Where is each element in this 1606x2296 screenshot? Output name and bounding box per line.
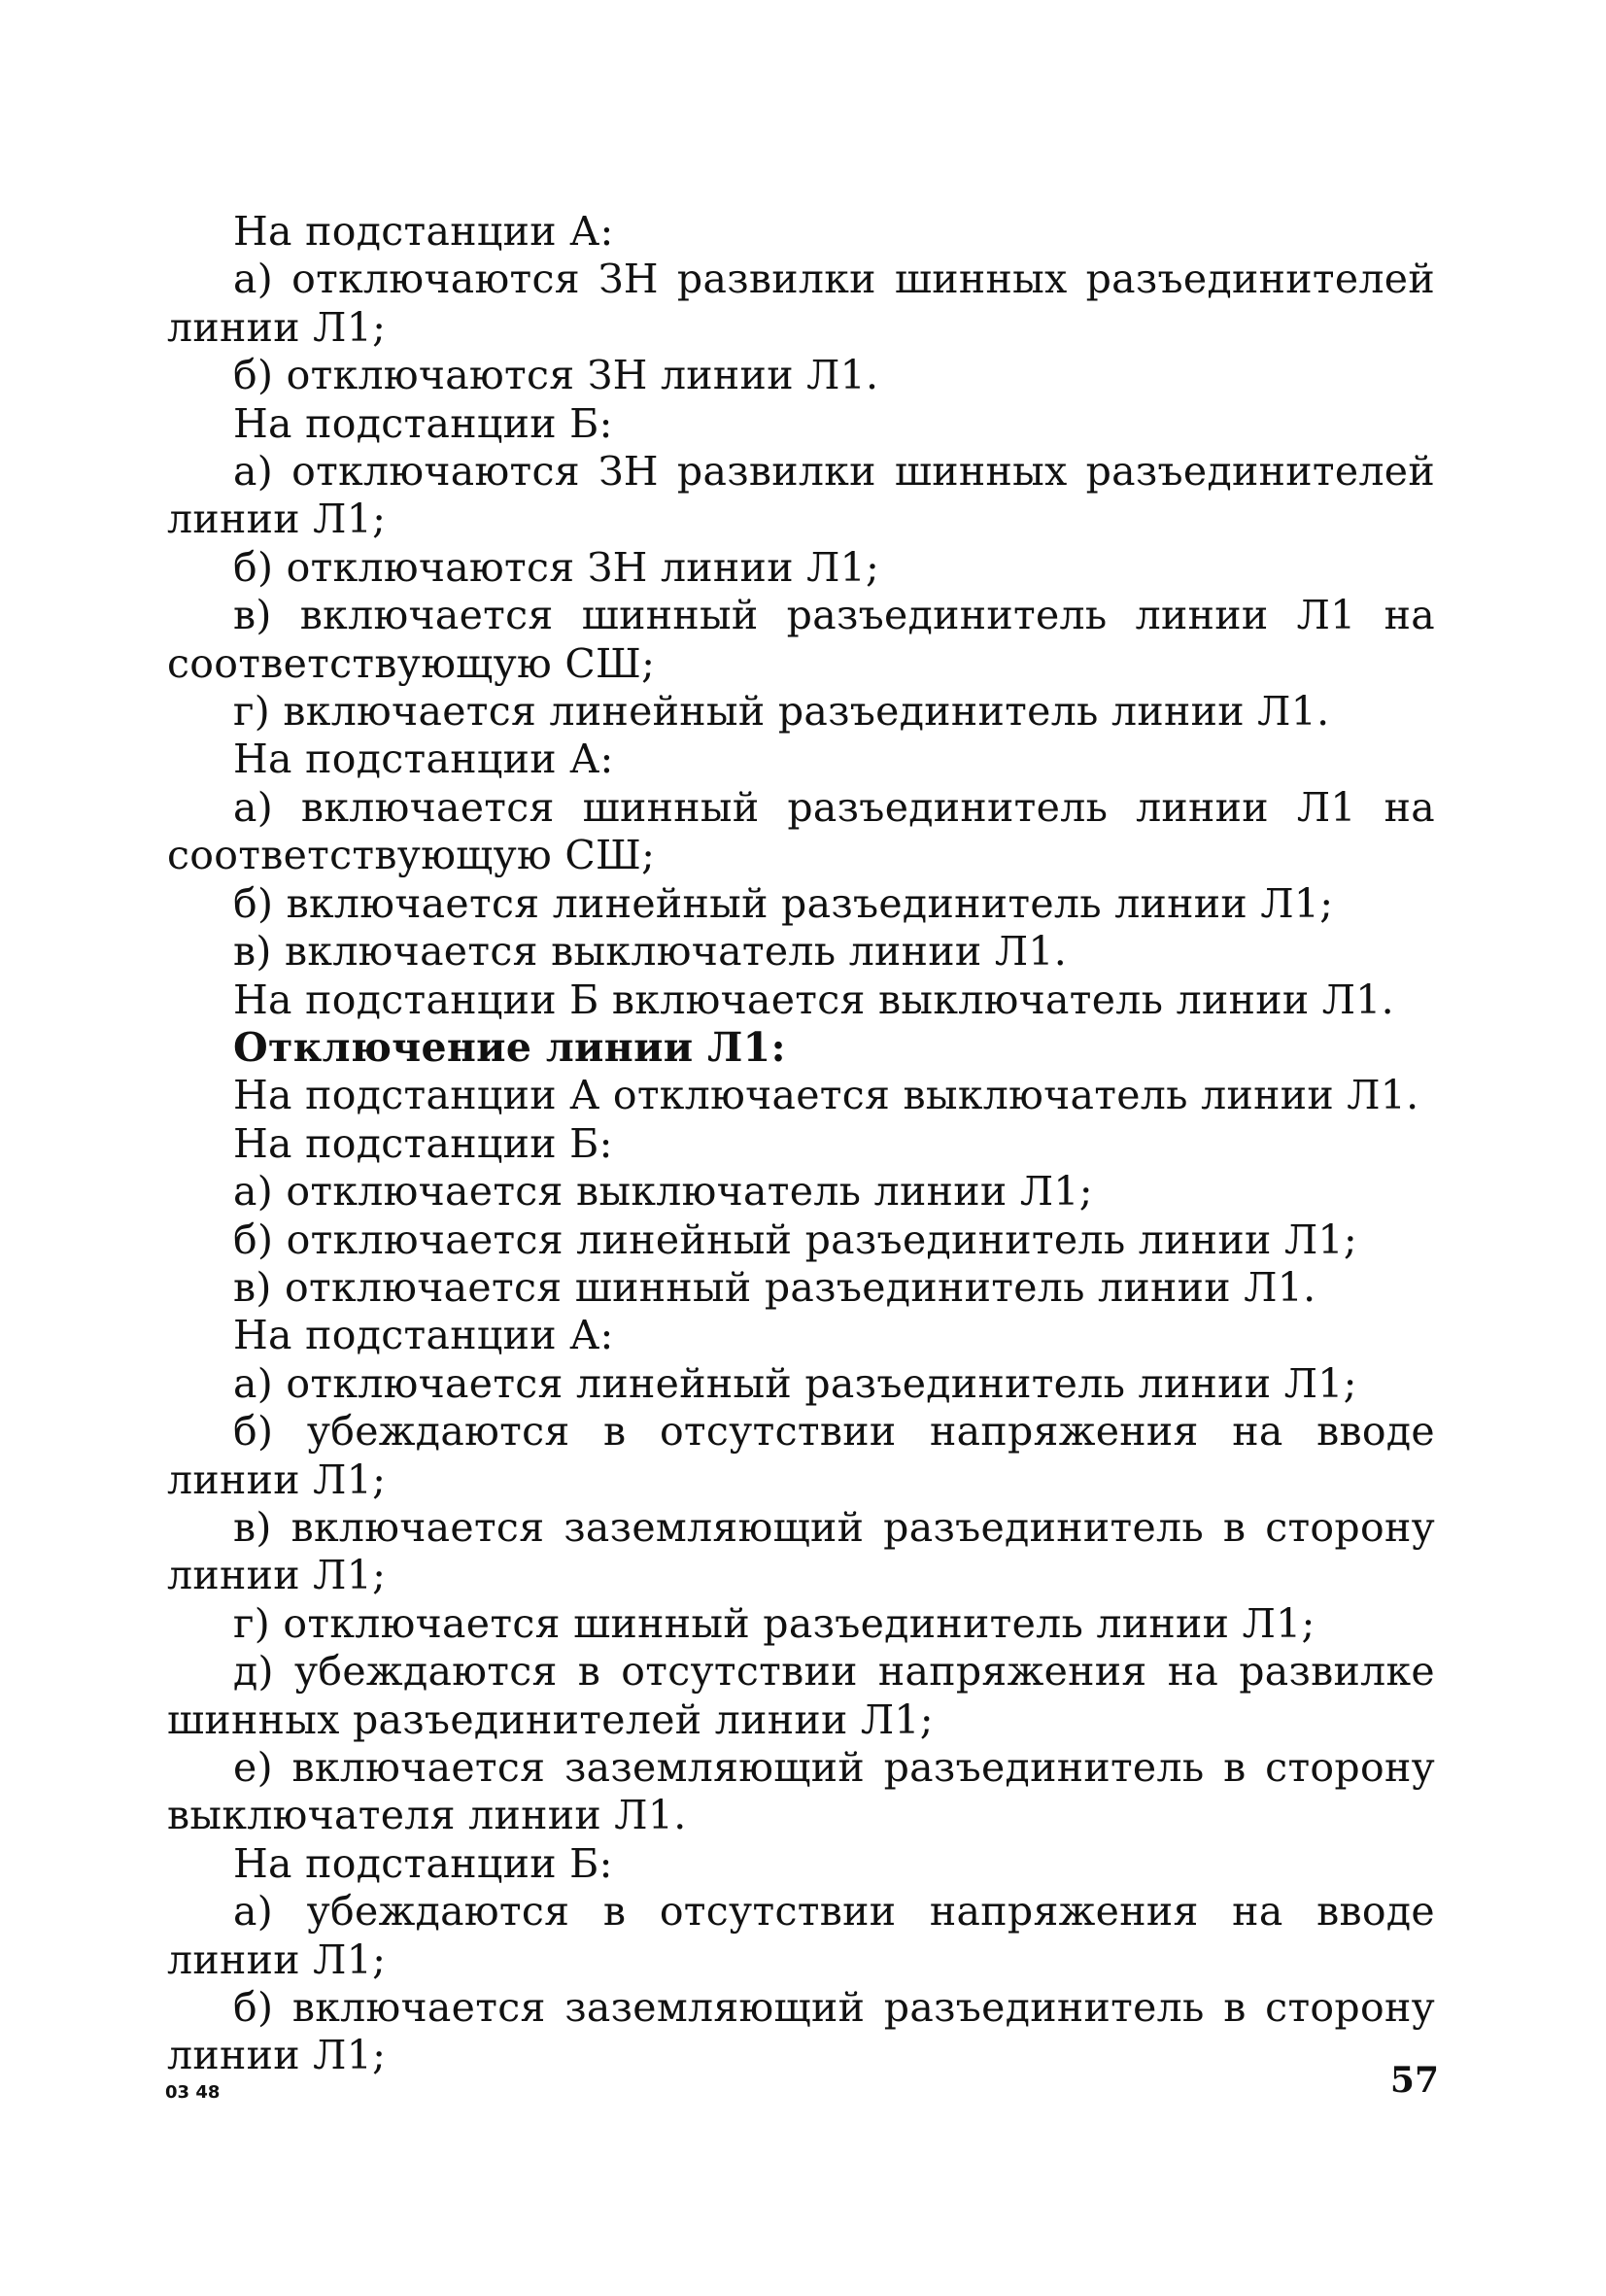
paragraph: На подстанции А: [233,208,614,255]
paragraph: На подстанции Б: [233,1119,613,1167]
paragraph: а) отключается выключатель линии Л1; [233,1168,1093,1216]
paragraph: а) убеждаются в отсутствии напряжения на вводе линии Л1; [167,1888,1435,1983]
paragraph: б) включается заземляющий разъединитель в сторону линии Л1; [167,1984,1435,2079]
paragraph: в) включается шинный разъединитель линии Л1 на соответствующую СШ; [167,592,1435,687]
paragraph: в) включается выключатель линии Л1. [233,928,1068,976]
page-number: 57 [1389,2060,1439,2101]
paragraph: в) включается заземляющий разъединитель в сторону линии Л1; [167,1503,1435,1599]
section-heading: Отключение линии Л1: [233,1023,786,1071]
paragraph: б) включается линейный разъединитель линии Л1; [233,879,1334,927]
paragraph: г) включается линейный разъединитель линии Л1. [233,688,1330,736]
paragraph: На подстанции Б: [233,399,613,447]
paragraph: На подстанции Б включается выключатель линии Л1. [233,976,1395,1023]
paragraph: На подстанции Б: [233,1839,613,1887]
paragraph: а) включается шинный разъединитель линии Л1 на соответствующую СШ; [167,783,1435,879]
paragraph: а) отключаются ЗН развилки шинных разъединителей линии Л1; [167,256,1435,351]
paragraph: б) отключается линейный разъединитель линии Л1; [233,1216,1357,1263]
paragraph: На подстанции А: [233,1312,614,1359]
paragraph: На подстанции А отключается выключатель линии Л1. [233,1072,1419,1119]
paragraph: а) отключаются ЗН развилки шинных разъединителей линии Л1; [167,448,1435,543]
page-body [167,208,1435,2080]
paragraph: г) отключается шинный разъединитель линии Л1; [233,1599,1316,1647]
paragraph: е) включается заземляющий разъединитель в сторону выключателя линии Л1. [167,1744,1435,1839]
paragraph: д) убеждаются в отсутствии напряжения на развилке шинных разъединителей линии Л1; [167,1648,1435,1743]
paragraph: б) отключаются ЗН линии Л1; [233,543,880,591]
paragraph: На подстанции А: [233,736,614,783]
paragraph: в) отключается шинный разъединитель линии Л1. [233,1263,1316,1311]
paragraph: б) отключаются ЗН линии Л1. [233,352,879,399]
footer-code: 03 48 [165,2082,221,2103]
paragraph: б) убеждаются в отсутствии напряжения на вводе линии Л1; [167,1408,1435,1503]
paragraph: а) отключается линейный разъединитель линии Л1; [233,1359,1357,1407]
